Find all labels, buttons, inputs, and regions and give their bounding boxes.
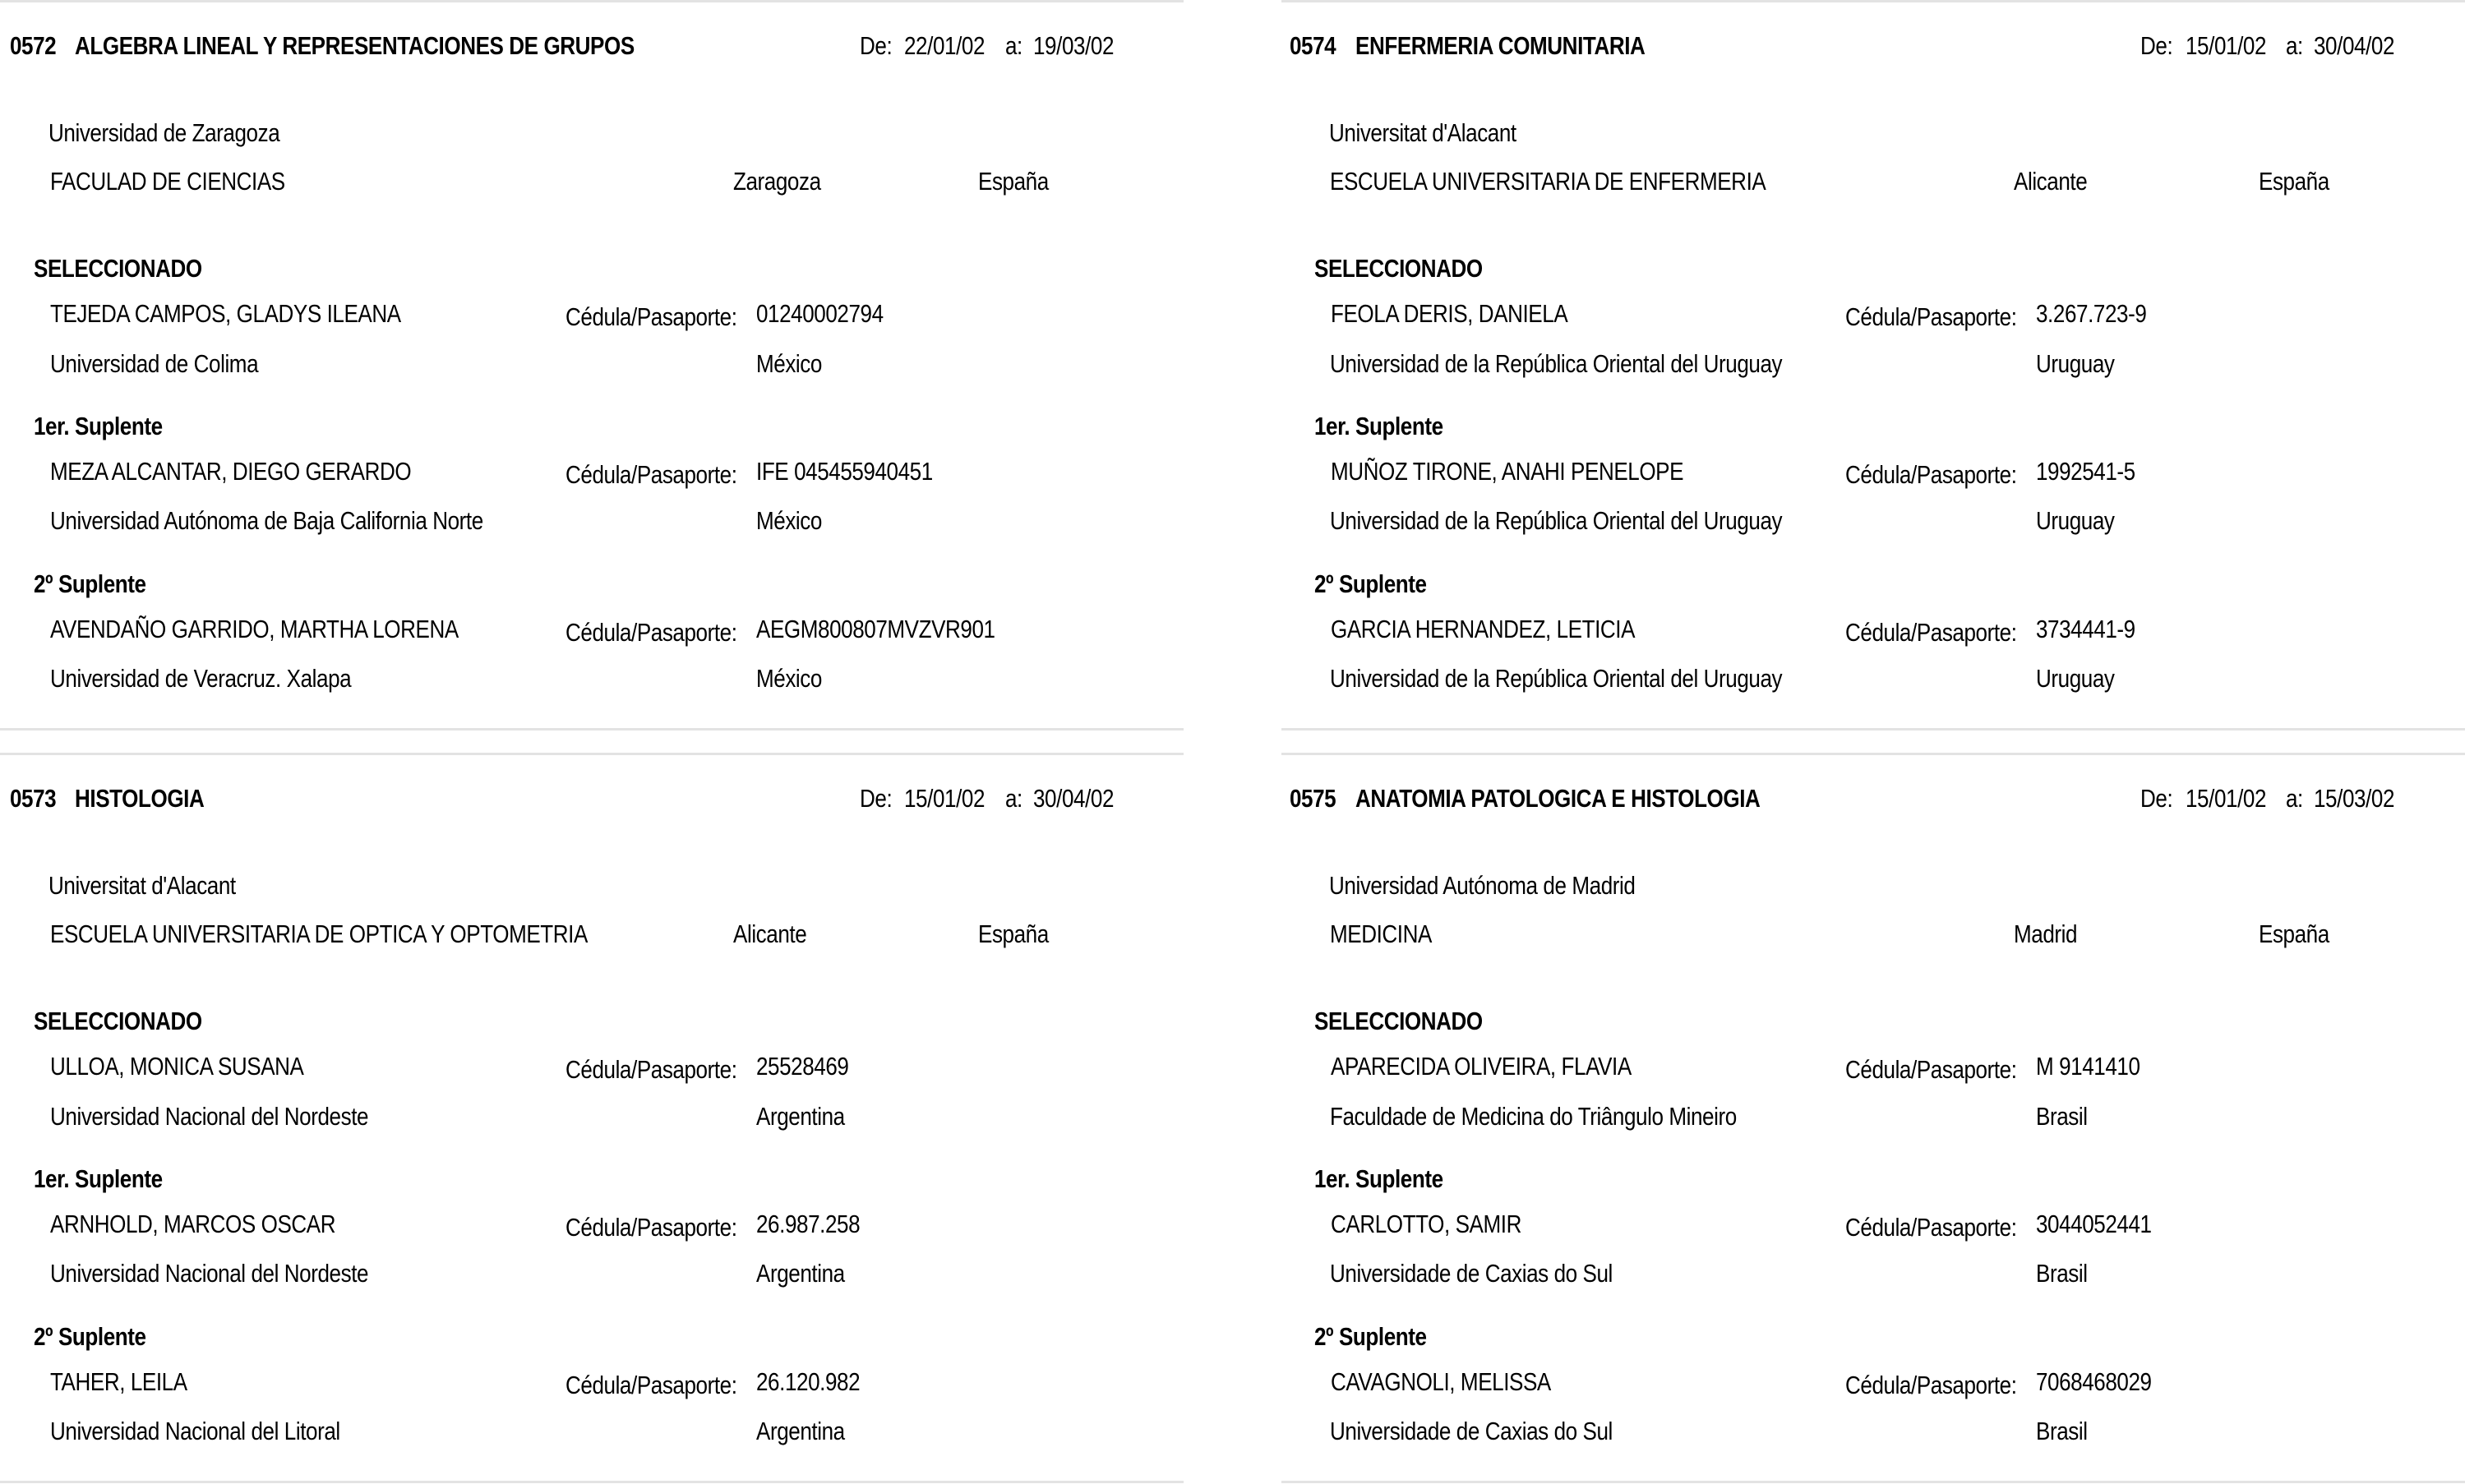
candidate-university: Universidad de la República Oriental del Uruguay [1330, 664, 1783, 693]
candidate-name: APARECIDA OLIVEIRA, FLAVIA [1331, 1052, 1632, 1081]
candidate-country: México [756, 349, 822, 378]
candidate-id: 25528469 [756, 1052, 849, 1081]
divider [1281, 753, 2465, 755]
candidate-university: Universidad Nacional del Nordeste [50, 1259, 369, 1288]
date-from-label: De: [860, 31, 893, 60]
date-to: 15/03/02 [2314, 784, 2395, 813]
host-university: Universidad de Zaragoza [48, 118, 280, 147]
date-from: 15/01/02 [2186, 784, 2267, 813]
candidate-name: AVENDAÑO GARRIDO, MARTHA LORENA [50, 615, 459, 643]
course-card [0, 753, 1184, 1476]
course-code: 0574 [1290, 31, 1336, 60]
candidate-id-label: Cédula/Pasaporte: [1845, 302, 2017, 331]
candidate-country: México [756, 506, 822, 535]
divider [1281, 0, 2465, 2]
date-to: 30/04/02 [2314, 31, 2395, 60]
date-from-label: De: [860, 784, 893, 813]
candidate-id: 26.120.982 [756, 1367, 861, 1396]
candidate-university: Universidad Nacional del Litoral [50, 1417, 340, 1445]
course-title: ALGEBRA LINEAL Y REPRESENTACIONES DE GRUPOS [75, 31, 635, 60]
host-faculty: ESCUELA UNIVERSITARIA DE OPTICA Y OPTOMETRIA [50, 919, 588, 948]
candidate-name: MEZA ALCANTAR, DIEGO GERARDO [50, 457, 412, 486]
host-city: Zaragoza [733, 167, 821, 196]
candidate-role: SELECCIONADO [34, 1007, 202, 1035]
host-country: España [978, 919, 1049, 948]
candidate-id: IFE 045455940451 [756, 457, 933, 486]
candidate-id-label: Cédula/Pasaporte: [1845, 460, 2017, 489]
candidate-name: TEJEDA CAMPOS, GLADYS ILEANA [50, 299, 401, 328]
candidate-id-label: Cédula/Pasaporte: [565, 1371, 737, 1399]
date-from: 22/01/02 [904, 31, 986, 60]
date-from: 15/01/02 [904, 784, 986, 813]
date-from-label: De: [2140, 784, 2173, 813]
candidate-university: Universidade de Caxias do Sul [1330, 1417, 1613, 1445]
host-city: Alicante [733, 919, 807, 948]
divider [0, 753, 1184, 755]
candidate-role: 2º Suplente [1314, 569, 1427, 598]
candidate-id-label: Cédula/Pasaporte: [1845, 618, 2017, 647]
candidate-id: 7068468029 [2036, 1367, 2152, 1396]
date-to: 30/04/02 [1033, 784, 1115, 813]
candidate-id-label: Cédula/Pasaporte: [565, 460, 737, 489]
candidate-role: 2º Suplente [34, 569, 146, 598]
date-to-label: a: [2286, 784, 2303, 813]
divider [0, 0, 1184, 2]
candidate-country: Uruguay [2036, 664, 2115, 693]
candidate-id: M 9141410 [2036, 1052, 2140, 1081]
course-code: 0572 [10, 31, 57, 60]
course-card [0, 0, 1184, 723]
date-to-label: a: [1005, 784, 1022, 813]
date-from-label: De: [2140, 31, 2173, 60]
candidate-university: Universidad Autónoma de Baja California Norte [50, 506, 483, 535]
candidate-role: SELECCIONADO [1314, 254, 1483, 283]
candidate-id-label: Cédula/Pasaporte: [1845, 1371, 2017, 1399]
candidate-role: 2º Suplente [34, 1322, 146, 1351]
course-card [1281, 753, 2465, 1476]
candidate-university: Universidade de Caxias do Sul [1330, 1259, 1613, 1288]
candidate-name: FEOLA DERIS, DANIELA [1331, 299, 1568, 328]
date-from: 15/01/02 [2186, 31, 2267, 60]
candidate-country: Uruguay [2036, 349, 2115, 378]
candidate-name: ULLOA, MONICA SUSANA [50, 1052, 304, 1081]
divider [1281, 728, 2465, 730]
divider [1281, 1481, 2465, 1483]
course-title: ANATOMIA PATOLOGICA E HISTOLOGIA [1355, 784, 1761, 813]
candidate-country: Argentina [756, 1102, 845, 1131]
candidate-id: 01240002794 [756, 299, 884, 328]
candidate-role: SELECCIONADO [34, 254, 202, 283]
host-faculty: MEDICINA [1330, 919, 1432, 948]
candidate-role: 2º Suplente [1314, 1322, 1427, 1351]
candidate-name: CAVAGNOLI, MELISSA [1331, 1367, 1551, 1396]
divider [0, 728, 1184, 730]
host-university: Universidad Autónoma de Madrid [1329, 871, 1636, 900]
candidate-country: Argentina [756, 1417, 845, 1445]
host-country: España [2259, 919, 2329, 948]
candidate-id: AEGM800807MVZVR901 [756, 615, 995, 643]
course-code: 0573 [10, 784, 57, 813]
candidate-id: 1992541-5 [2036, 457, 2135, 486]
date-to-label: a: [2286, 31, 2303, 60]
candidate-id-label: Cédula/Pasaporte: [1845, 1055, 2017, 1084]
candidate-country: Uruguay [2036, 506, 2115, 535]
candidate-name: MUÑOZ TIRONE, ANAHI PENELOPE [1331, 457, 1684, 486]
candidate-country: Brasil [2036, 1417, 2088, 1445]
divider [0, 1481, 1184, 1483]
candidate-role: SELECCIONADO [1314, 1007, 1483, 1035]
candidate-id: 26.987.258 [756, 1210, 861, 1238]
candidate-country: México [756, 664, 822, 693]
candidate-country: Brasil [2036, 1259, 2088, 1288]
course-title: HISTOLOGIA [75, 784, 205, 813]
candidate-id: 3044052441 [2036, 1210, 2152, 1238]
candidate-id-label: Cédula/Pasaporte: [565, 1055, 737, 1084]
candidate-name: GARCIA HERNANDEZ, LETICIA [1331, 615, 1636, 643]
host-city: Alicante [2014, 167, 2088, 196]
candidate-university: Universidad de la República Oriental del Uruguay [1330, 506, 1783, 535]
candidate-id-label: Cédula/Pasaporte: [1845, 1213, 2017, 1242]
date-to-label: a: [1005, 31, 1022, 60]
course-title: ENFERMERIA COMUNITARIA [1355, 31, 1646, 60]
candidate-role: 1er. Suplente [1314, 412, 1443, 440]
candidate-name: ARNHOLD, MARCOS OSCAR [50, 1210, 336, 1238]
candidate-id-label: Cédula/Pasaporte: [565, 1213, 737, 1242]
host-faculty: ESCUELA UNIVERSITARIA DE ENFERMERIA [1330, 167, 1766, 196]
candidate-role: 1er. Suplente [34, 1164, 163, 1193]
date-to: 19/03/02 [1033, 31, 1115, 60]
candidate-university: Faculdade de Medicina do Triângulo Mineiro [1330, 1102, 1737, 1131]
candidate-university: Universidad de Veracruz. Xalapa [50, 664, 352, 693]
candidate-university: Universidad Nacional del Nordeste [50, 1102, 369, 1131]
host-university: Universitat d'Alacant [48, 871, 236, 900]
candidate-role: 1er. Suplente [34, 412, 163, 440]
course-card [1281, 0, 2465, 723]
candidate-country: Argentina [756, 1259, 845, 1288]
candidate-name: TAHER, LEILA [50, 1367, 187, 1396]
host-faculty: FACULAD DE CIENCIAS [50, 167, 285, 196]
candidate-id: 3.267.723-9 [2036, 299, 2147, 328]
host-city: Madrid [2014, 919, 2078, 948]
candidate-university: Universidad de Colima [50, 349, 259, 378]
candidate-name: CARLOTTO, SAMIR [1331, 1210, 1521, 1238]
candidate-country: Brasil [2036, 1102, 2088, 1131]
candidate-id: 3734441-9 [2036, 615, 2135, 643]
candidate-id-label: Cédula/Pasaporte: [565, 302, 737, 331]
host-university: Universitat d'Alacant [1329, 118, 1516, 147]
candidate-university: Universidad de la República Oriental del Uruguay [1330, 349, 1783, 378]
candidate-id-label: Cédula/Pasaporte: [565, 618, 737, 647]
candidate-role: 1er. Suplente [1314, 1164, 1443, 1193]
host-country: España [978, 167, 1049, 196]
host-country: España [2259, 167, 2329, 196]
course-code: 0575 [1290, 784, 1336, 813]
